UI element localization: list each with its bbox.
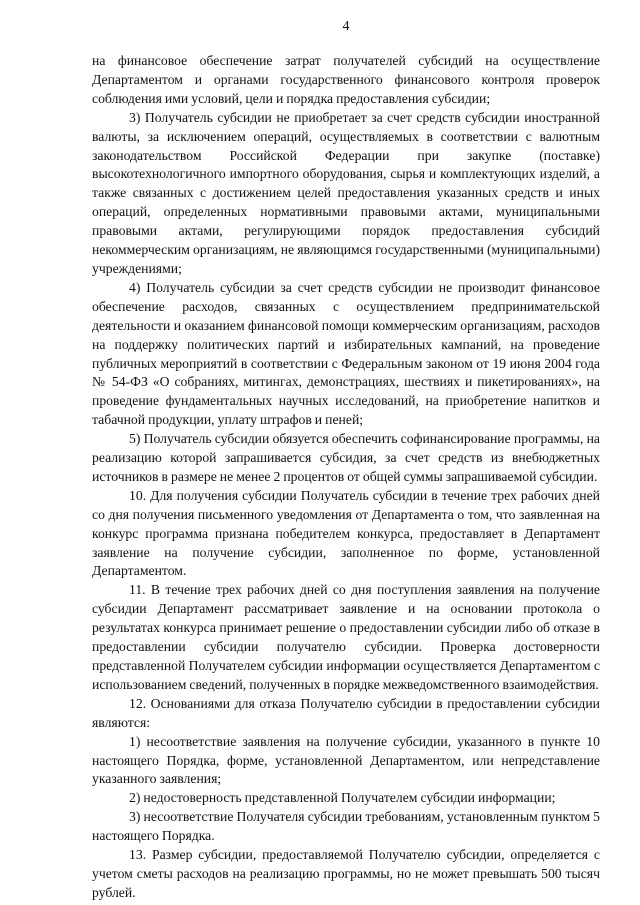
paragraph-clause-12-item-2: 2) недостоверность представленной Получателем субсидии информации; xyxy=(129,790,556,806)
page-number: 4 xyxy=(342,19,350,34)
paragraph-item-5-cofinancing: 5) Получатель субсидии обязуется обеспечить софинансирование программы, на реализацию которой запрашивается субсидия, за счет средств из внебюджетных источников в размере не менее 2 процентов от общей суммы запрашиваемой субсидии. xyxy=(92,431,600,484)
paragraph-clause-10: 10. Для получения субсидии Получатель субсидии в течение трех рабочих дней со дня получения письменного уведомления от Департамента о том, что заявленная на конкурс программа признана победителем конкурса, предоставляет в Департамент заявление на получение субсидии, заполненное по форме, установленной Департаментом. xyxy=(92,487,600,579)
paragraph-item-4-expenses: 4) Получатель субсидии за счет средств субсидии не производит финансовое обеспечение расходов, связанных с осуществлением предпринимательской деятельности и оказанием финансовой помощи коммерческим организациям, расходов на поддержку политических партий и избирательных кампаний, на проведение публичных мероприятий в соответствии с Федеральным законом от 19 июня 2004 года № 54-ФЗ «О собраниях, митингах, демонстрациях, шествиях и пикетированиях», на проведение фундаментальных научных исследований, на приобретение напитков и табачной продукции, уплату штрафов и пеней; xyxy=(92,279,600,428)
document-body xyxy=(92,52,600,903)
paragraph-item-3-currency: 3) Получатель субсидии не приобретает за счет средств субсидии иностранной валюты, за исключением операций, осуществляемых в соответствии с валютным законодательством Российской Федерации при закупке (поставке) высокотехнологичного импортного оборудования, сырья и комплектующих изделий, а также связанных с достижением целей предоставления указанных средств и иных операций, определенных нормативными правовыми актами, муниципальными правовыми актами, регулирующими порядок предоставления субсидий некоммерческим организациям, не являющимся государственными (муниципальными) учреждениями; xyxy=(92,109,600,276)
paragraph-clause-13: 13. Размер субсидии, предоставляемой Получателю субсидии, определяется с учетом сметы расходов на реализацию программы, но не может превышать 500 тысяч рублей. xyxy=(92,847,600,900)
paragraph-continuation: на финансовое обеспечение затрат получателей субсидий на осуществление Департаментом и органами государственного финансового контроля проверок соблюдения ими условий, цели и порядка предоставления субсидии; xyxy=(92,53,600,106)
paragraph-clause-11: 11. В течение трех рабочих дней со дня поступления заявления на получение субсидии Департамент рассматривает заявление и на основании протокола о результатах конкурса принимает решение о предоставлении субсидии либо об отказе в предоставлении субсидии получателю субсидии. Проверка достоверности представленной Получателем субсидии информации осуществляется Департаментом с использованием сведений, полученных в порядке межведомственного взаимодействия. xyxy=(92,582,600,692)
paragraph-clause-12-item-1: 1) несоответствие заявления на получение субсидии, указанного в пункте 10 настоящего Порядка, форме, установленной Департаментом, или непредставление указанного заявления; xyxy=(92,733,600,787)
paragraph-clause-12-item-3: 3) несоответствие Получателя субсидии требованиям, установленным пунктом 5 настоящего Порядка. xyxy=(92,809,600,844)
paragraph-clause-12: 12. Основаниями для отказа Получателю субсидии в предоставлении субсидии являются: xyxy=(92,695,600,730)
